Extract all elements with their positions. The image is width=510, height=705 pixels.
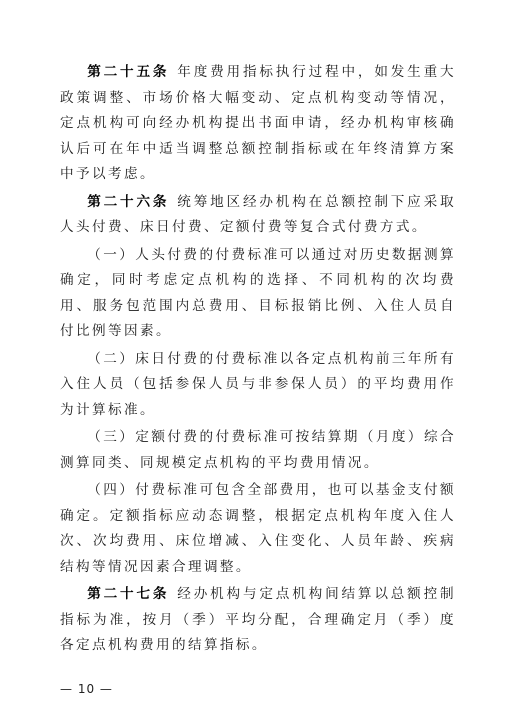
article-25-paragraph <box>60 60 456 188</box>
article-27-text: 经办机构与定点机构间结算以总额控制指标为准，按月（季）平均分配，合理确定月（季）度各定点机构费用的结算指标。 <box>60 586 456 653</box>
article-25-heading: 第二十五条 <box>87 64 170 80</box>
article-26-text: 统筹地区经办机构在总额控制下应采取人头付费、床日付费、定额付费等复合式付费方式。 <box>60 193 456 235</box>
article-27-heading: 第二十七条 <box>87 586 170 602</box>
clause-2-paragraph: （二）床日付费的付费标准以各定点机构前三年所有入住人员（包括参保人员与非参保人员）的平均费用作为计算标准。 <box>60 350 456 418</box>
article-25-text: 年度费用指标执行过程中，如发生重大政策调整、市场价格大幅变动、定点机构变动等情况，定点机构可向经办机构提出书面申请，经办机构审核确认后可在年中适当调整总额控制指标或在年终清算方案中予以考虑。 <box>60 64 456 182</box>
clause-3-paragraph: （三）定额付费的付费标准可按结算期（月度）综合测算同类、同规模定点机构的平均费用情况。 <box>60 429 456 471</box>
clause-1-paragraph: （一）人头付费的付费标准可以通过对历史数据测算确定，同时考虑定点机构的选择、不同机构的次均费用、服务包范围内总费用、目标报销比例、入住人员自付比例等因素。 <box>60 246 456 339</box>
clause-4-paragraph: （四）付费标准可包含全部费用，也可以基金支付额确定。定额指标应动态调整，根据定点机构年度入住人次、次均费用、床位增减、入住变化、人员年龄、疾病结构等情况因素合理调整。 <box>60 482 456 575</box>
article-26-heading: 第二十六条 <box>87 193 170 210</box>
article-26-paragraph <box>60 190 456 241</box>
page-number: — 10 — <box>60 682 113 696</box>
document-page <box>60 60 456 661</box>
article-27-paragraph <box>60 582 456 659</box>
